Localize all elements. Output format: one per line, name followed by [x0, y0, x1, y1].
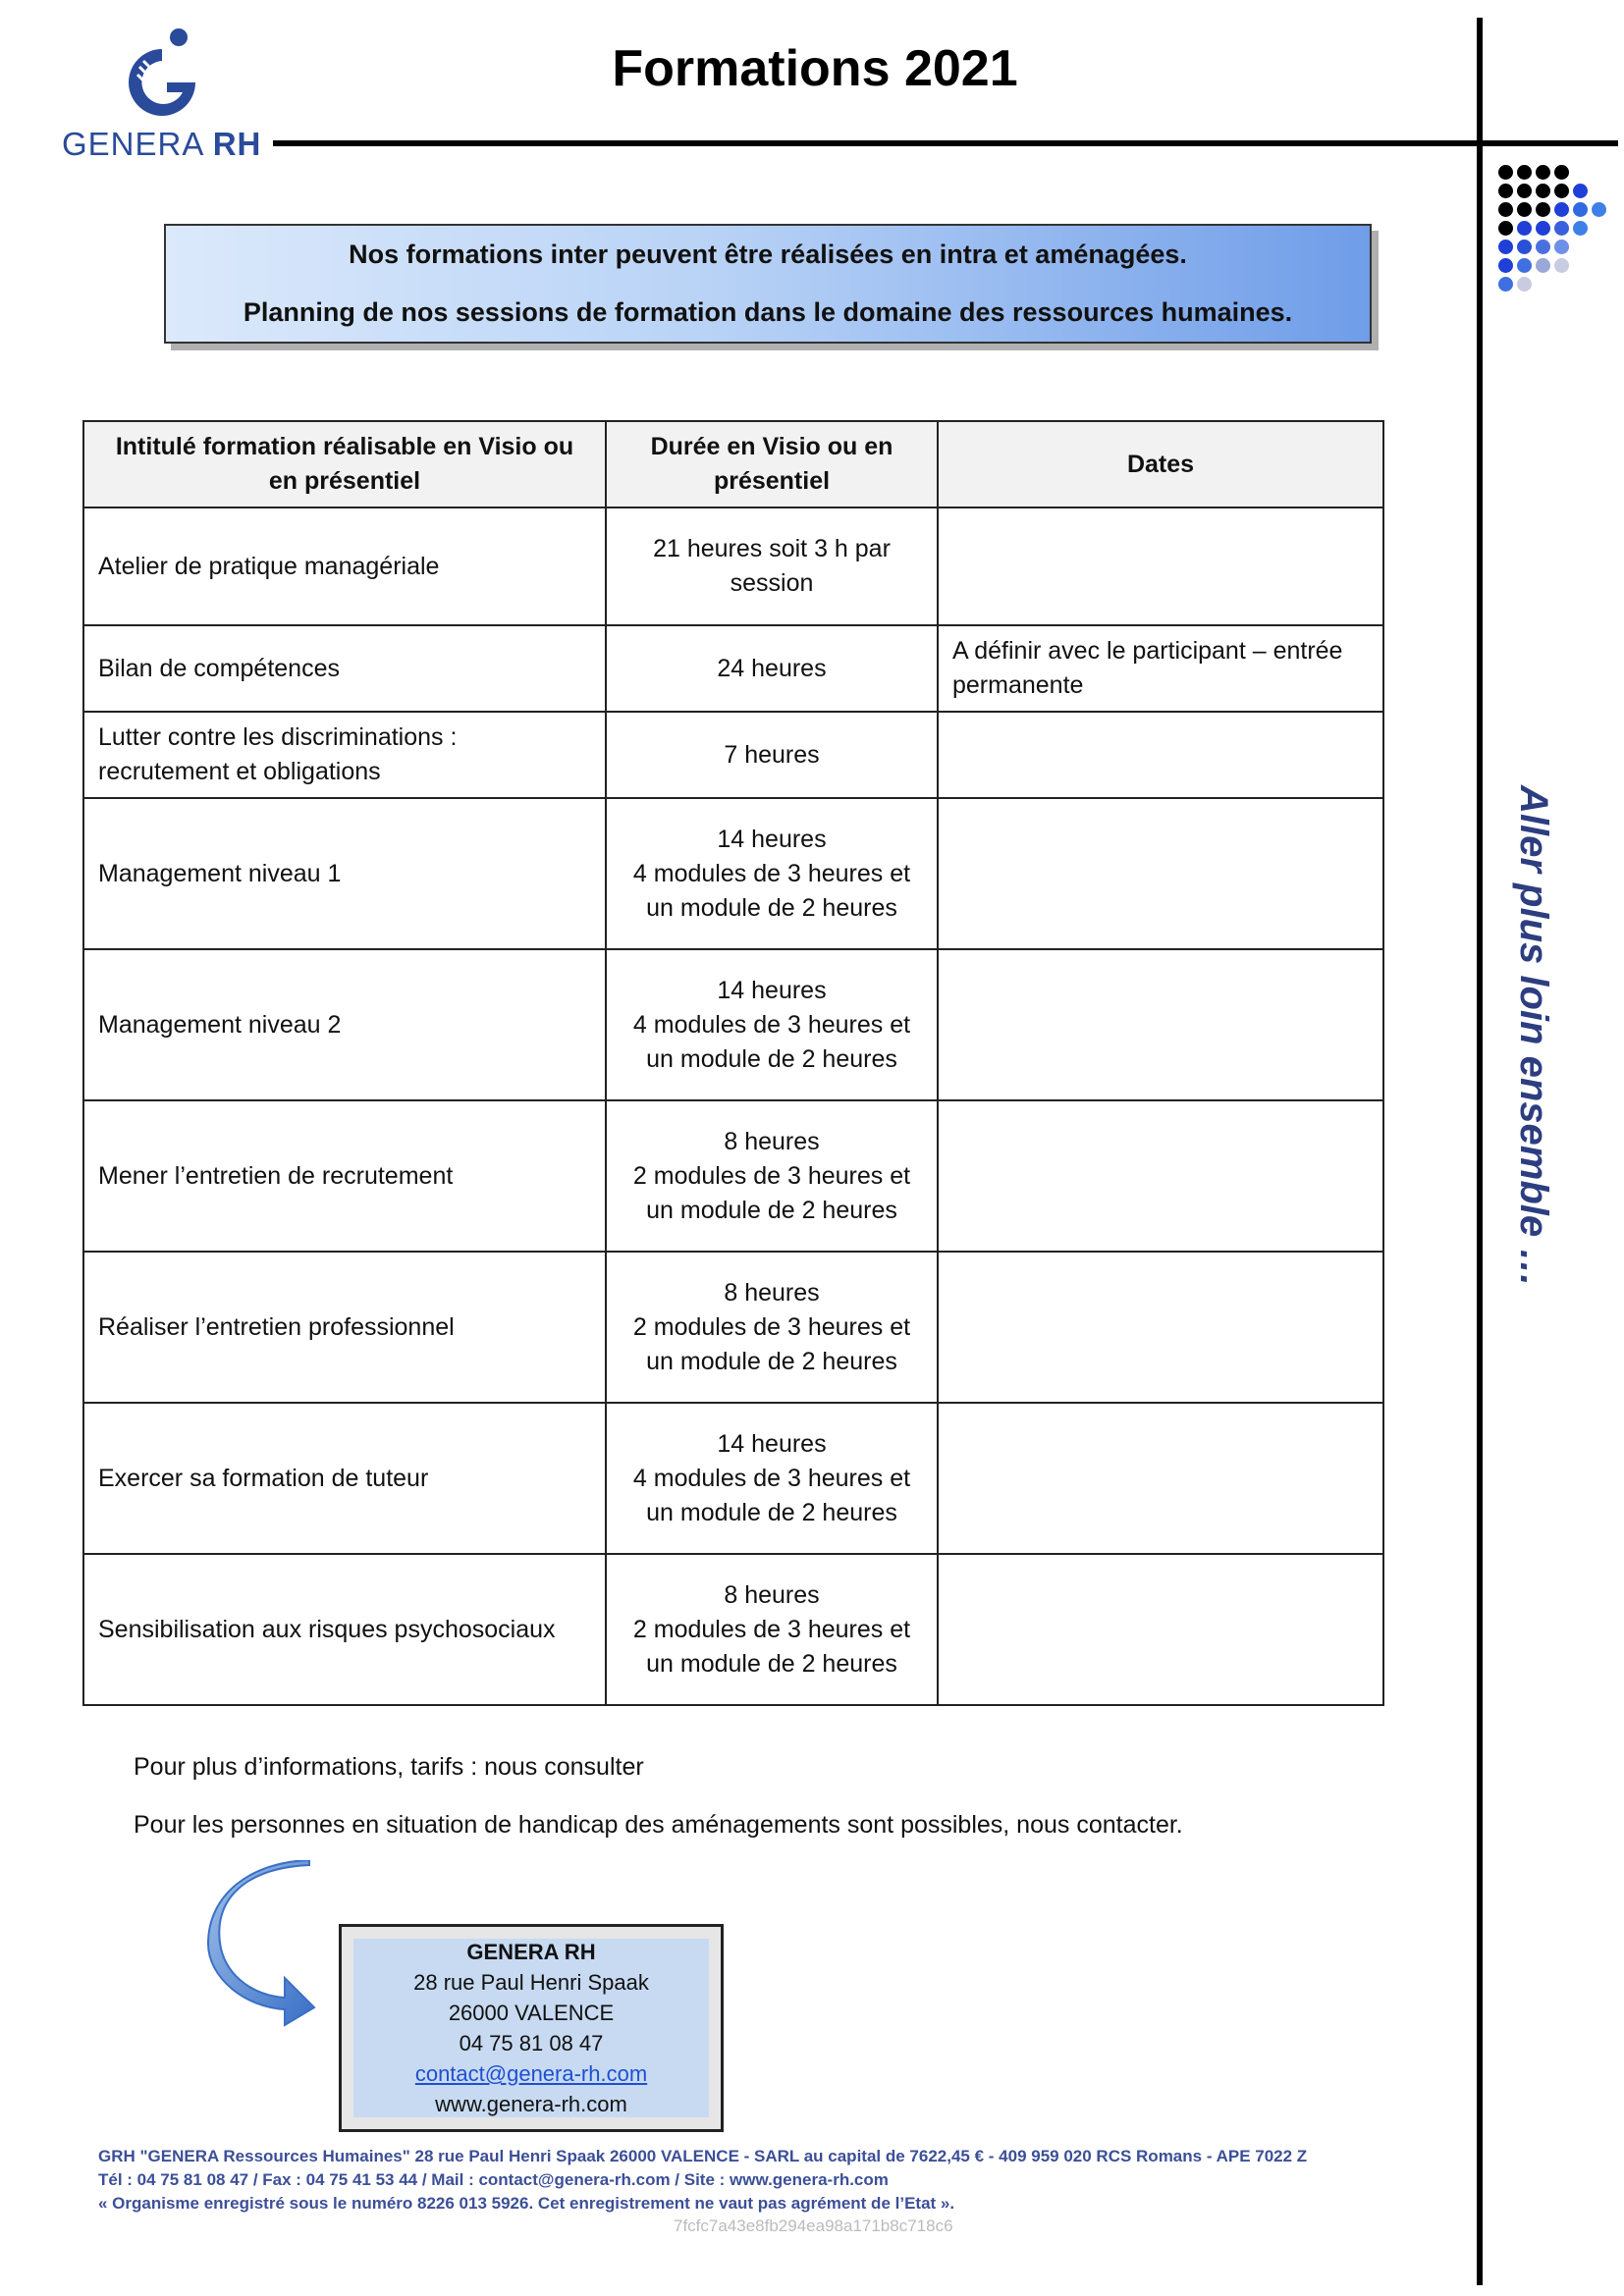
cell-duration: 24 heures	[606, 625, 938, 712]
decorative-dot	[1592, 202, 1606, 217]
decorative-dot	[1498, 184, 1513, 198]
decorative-dot	[1498, 221, 1513, 236]
logo-wordmark	[62, 126, 261, 163]
decorative-dot	[1536, 165, 1550, 180]
decorative-dots	[1498, 165, 1606, 302]
cell-dates: A définir avec le participant – entrée permanente	[938, 625, 1383, 712]
header-duration: Durée en Visio ou en présentiel	[606, 421, 938, 507]
decorative-dot	[1517, 240, 1532, 254]
decorative-dot	[1498, 202, 1513, 217]
document-hash: 7fcfc7a43e8fb294ea98a171b8c718c6	[674, 2216, 953, 2235]
legal-footer	[98, 2145, 1307, 2216]
decorative-dot	[1536, 184, 1550, 198]
table-row	[83, 798, 1383, 949]
decorative-dot	[1554, 240, 1569, 254]
header-title: Intitulé formation réalisable en Visio ou en présentiel	[83, 421, 606, 507]
decorative-dot	[1517, 202, 1532, 217]
decorative-dot	[1498, 258, 1513, 273]
cell-dates	[938, 1100, 1383, 1252]
footer-line-2: Tél : 04 75 81 08 47 / Fax : 04 75 41 53 44 / Mail : contact@genera-rh.com / Site : www.genera-rh.com	[98, 2170, 889, 2189]
table-row	[83, 712, 1383, 798]
intro-banner	[164, 224, 1372, 344]
cell-duration: 14 heures 4 modules de 3 heures et un module de 2 heures	[606, 949, 938, 1100]
table-row	[83, 949, 1383, 1100]
contact-box	[339, 1924, 724, 2132]
decorative-dot	[1573, 184, 1588, 198]
decorative-dot	[1498, 240, 1513, 254]
header-rule	[273, 140, 1618, 146]
note-info: Pour plus d’informations, tarifs : nous consulter	[134, 1753, 644, 1781]
contact-phone: 04 75 81 08 47	[459, 2031, 604, 2056]
cell-duration: 21 heures soit 3 h par session	[606, 507, 938, 625]
table-row	[83, 1554, 1383, 1705]
banner-line-1: Nos formations inter peuvent être réalisées en intra et aménagées.	[349, 240, 1187, 269]
contact-email-link[interactable]: contact@genera-rh.com	[414, 2061, 648, 2086]
cell-duration: 8 heures 2 modules de 3 heures et un module de 2 heures	[606, 1252, 938, 1403]
cell-title: Sensibilisation aux risques psychosociaux	[83, 1554, 606, 1705]
table-row	[83, 625, 1383, 712]
footer-line-3: « Organisme enregistré sous le numéro 8226 013 5926. Cet enregistrement ne vaut pas agrément de l’Etat ».	[98, 2194, 955, 2213]
decorative-dot	[1517, 258, 1532, 273]
cell-dates	[938, 1554, 1383, 1705]
cell-title: Lutter contre les discriminations : recrutement et obligations	[83, 712, 606, 798]
cell-duration: 7 heures	[606, 712, 938, 798]
cell-title: Bilan de compétences	[83, 625, 606, 712]
decorative-dot	[1554, 165, 1569, 180]
cell-dates	[938, 712, 1383, 798]
contact-company: GENERA RH	[466, 1940, 596, 1964]
decorative-dot	[1573, 202, 1588, 217]
decorative-dot	[1554, 202, 1569, 217]
decorative-dot	[1573, 221, 1588, 236]
decorative-dot	[1498, 277, 1513, 292]
table-row	[83, 507, 1383, 625]
decorative-dot	[1498, 165, 1513, 180]
cell-dates	[938, 798, 1383, 949]
cell-duration: 14 heures 4 modules de 3 heures et un module de 2 heures	[606, 798, 938, 949]
decorative-dot	[1554, 221, 1569, 236]
decorative-dot	[1517, 277, 1532, 292]
decorative-dot	[1536, 240, 1550, 254]
cell-title: Mener l’entretien de recrutement	[83, 1100, 606, 1252]
logo-word-rh: RH	[212, 126, 262, 162]
contact-street: 28 rue Paul Henri Spaak	[413, 1970, 649, 1995]
header-dates: Dates	[938, 421, 1383, 507]
side-slogan: Aller plus loin ensemble …	[1512, 785, 1555, 1288]
cell-dates	[938, 949, 1383, 1100]
curved-arrow-icon	[206, 1860, 324, 2027]
cell-duration: 8 heures 2 modules de 3 heures et un module de 2 heures	[606, 1100, 938, 1252]
table-row	[83, 1100, 1383, 1252]
logo-word-genera: GENERA	[62, 126, 203, 162]
footer-line-1: GRH "GENERA Ressources Humaines" 28 rue Paul Henri Spaak 26000 VALENCE - SARL au capital de 7622,45 € - 409 959 020 RCS Romans - APE 7022 Z	[98, 2147, 1308, 2165]
table-row	[83, 1403, 1383, 1554]
contact-city: 26000 VALENCE	[448, 2001, 615, 2025]
cell-title: Management niveau 1	[83, 798, 606, 949]
cell-duration: 8 heures 2 modules de 3 heures et un module de 2 heures	[606, 1554, 938, 1705]
note-handicap: Pour les personnes en situation de handicap des aménagements sont possibles, nous contacter.	[134, 1811, 1183, 1839]
cell-dates	[938, 1403, 1383, 1554]
table-row	[83, 1252, 1383, 1403]
decorative-dot	[1517, 165, 1532, 180]
contact-website: www.genera-rh.com	[435, 2092, 627, 2116]
cell-title: Atelier de pratique managériale	[83, 507, 606, 625]
decorative-dot	[1554, 184, 1569, 198]
genera-rh-logo	[57, 27, 273, 165]
decorative-dot	[1517, 221, 1532, 236]
decorative-dot	[1517, 184, 1532, 198]
cell-dates	[938, 1252, 1383, 1403]
logo-emblem-icon	[118, 27, 206, 126]
banner-line-2: Planning de nos sessions de formation dans le domaine des ressources humaines.	[243, 297, 1293, 327]
side-rule	[1477, 18, 1483, 2285]
decorative-dot	[1554, 258, 1569, 273]
cell-title: Exercer sa formation de tuteur	[83, 1403, 606, 1554]
training-table	[82, 420, 1384, 1706]
decorative-dot	[1536, 221, 1550, 236]
cell-title: Management niveau 2	[83, 949, 606, 1100]
table-header-row	[83, 421, 1383, 507]
decorative-dot	[1536, 202, 1550, 217]
page-title: Formations 2021	[612, 40, 1018, 97]
cell-duration: 14 heures 4 modules de 3 heures et un module de 2 heures	[606, 1403, 938, 1554]
cell-title: Réaliser l’entretien professionnel	[83, 1252, 606, 1403]
decorative-dot	[1536, 258, 1550, 273]
cell-dates	[938, 507, 1383, 625]
